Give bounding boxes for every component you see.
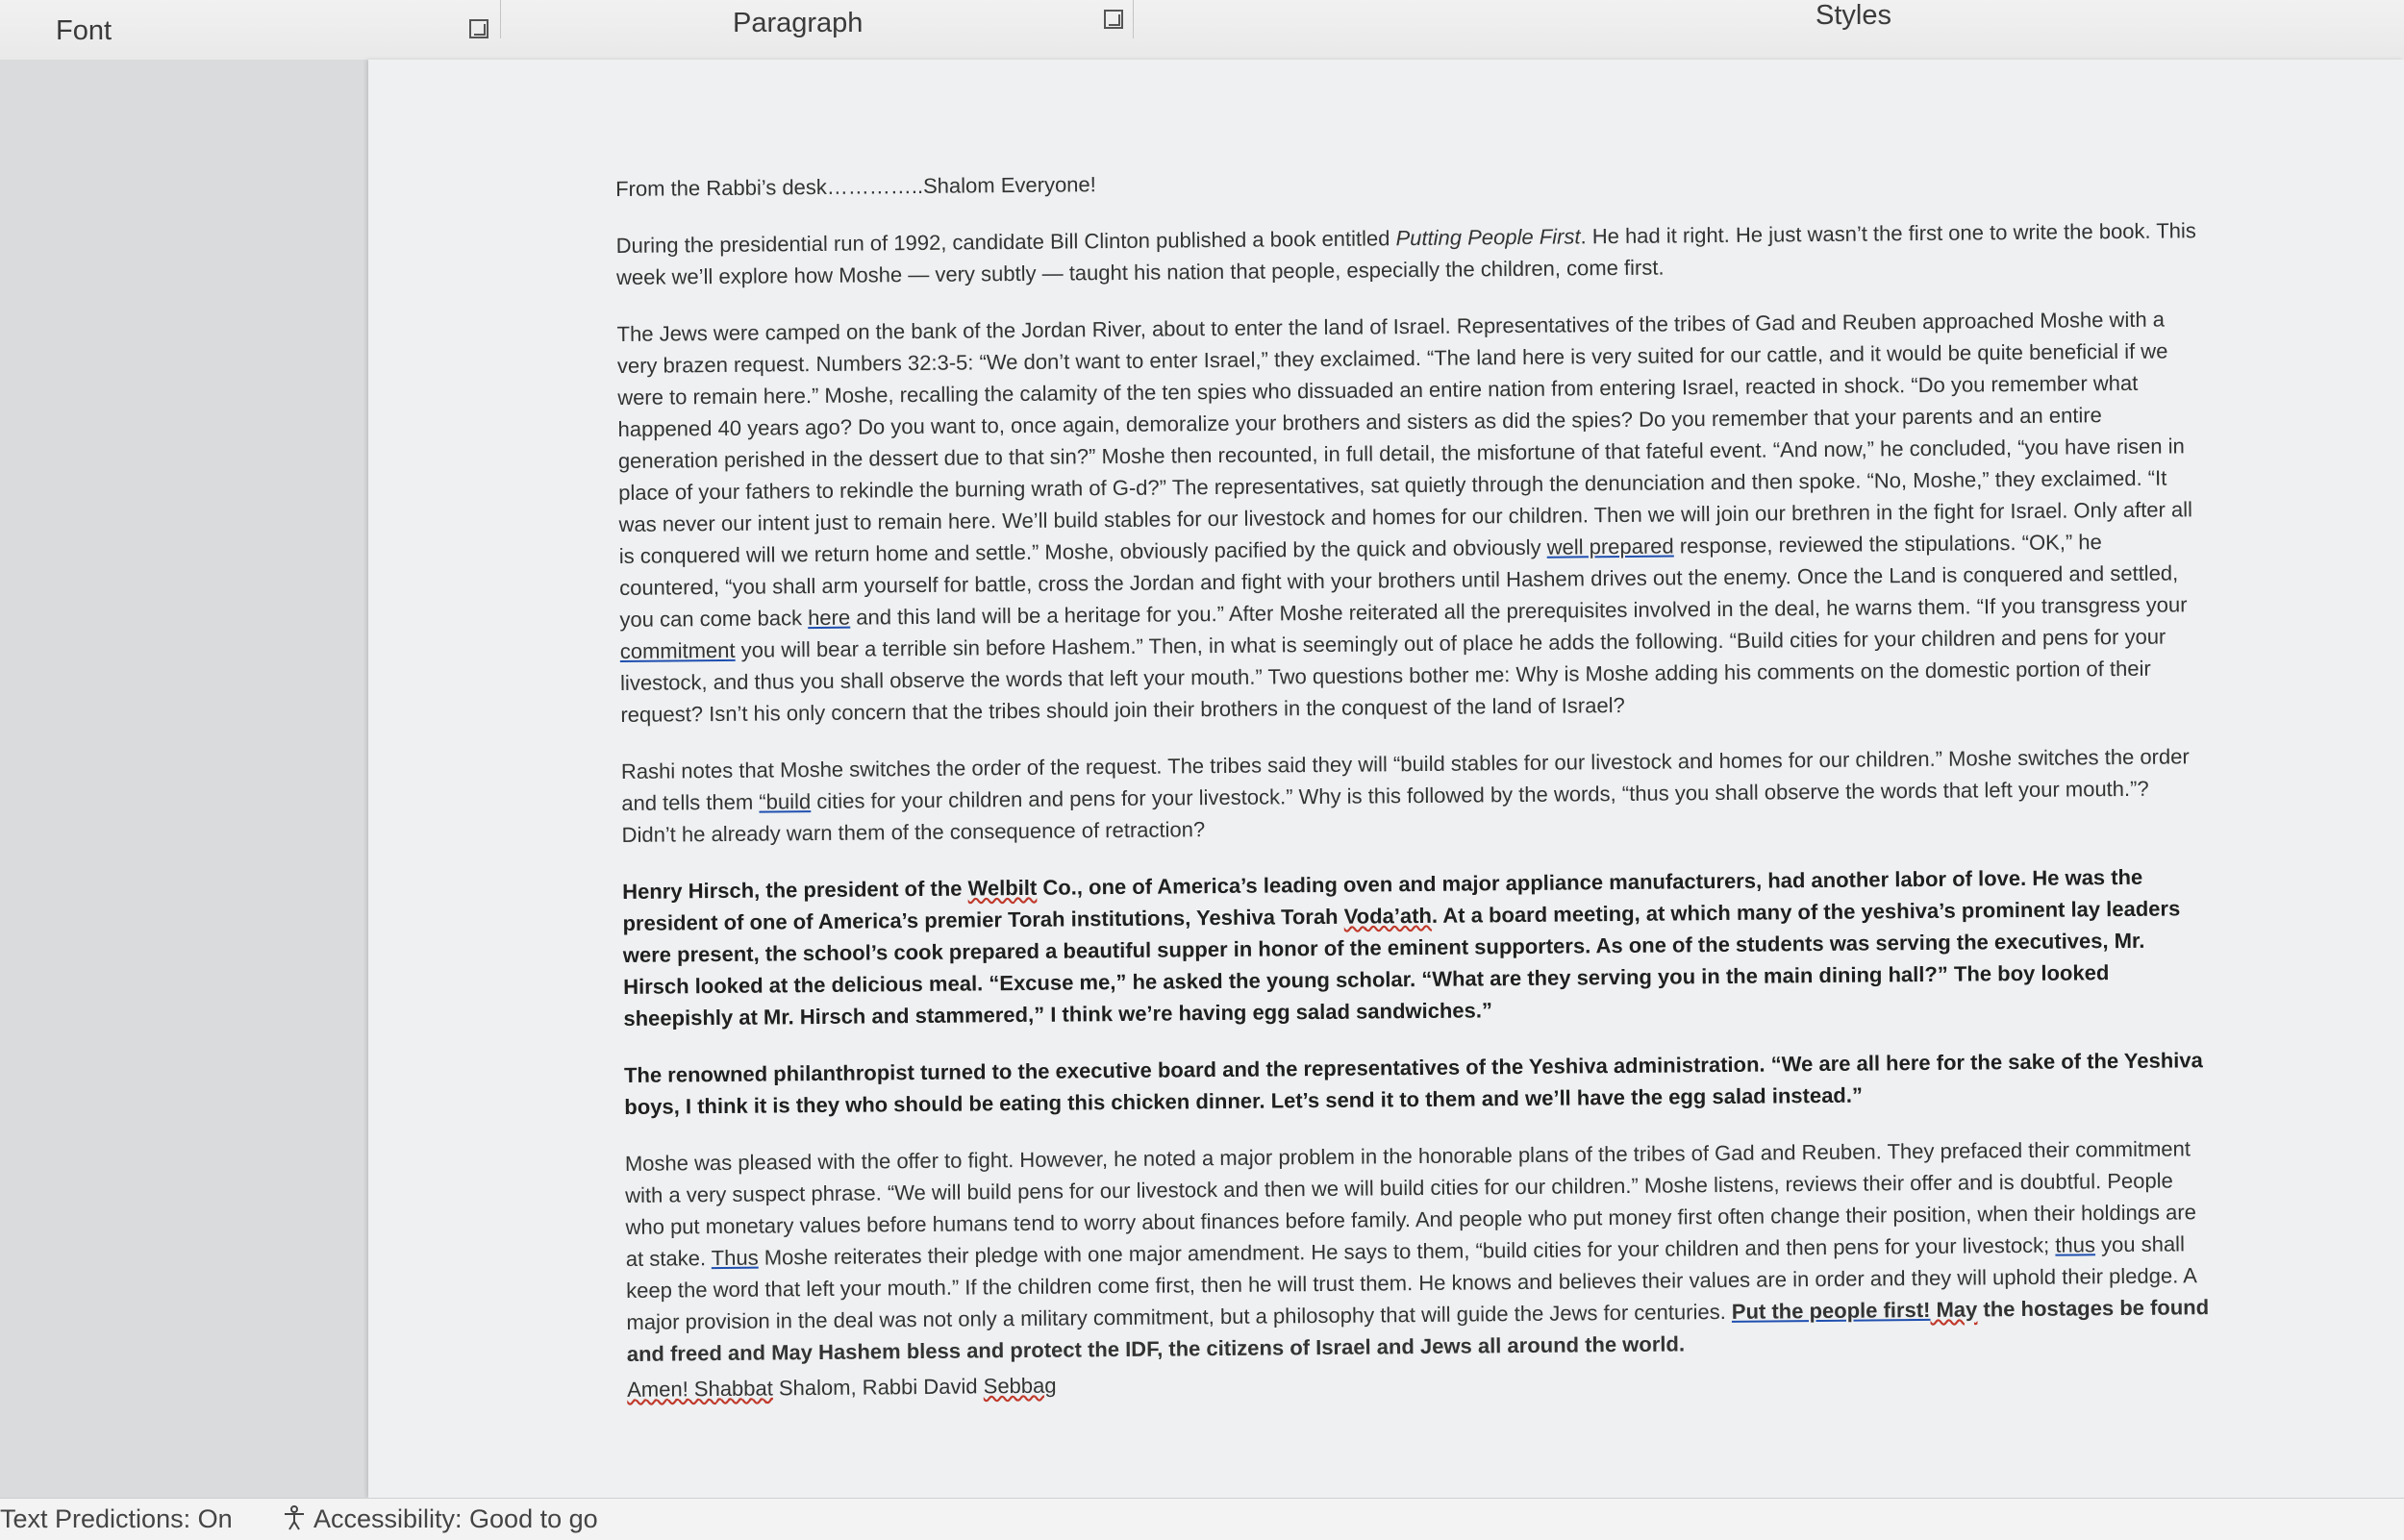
grammar-flag: well prepared: [1546, 534, 1674, 559]
grammar-flag: thus: [2055, 1232, 2096, 1257]
styles-group-label: Styles: [1816, 0, 1891, 31]
paragraph-2: The Jews were camped on the bank of the Jordan River, about to enter the land of Israel. Representatives of the tribes of Gad and Reuben approached Moshe with a very brazen request. Numbers 32:3-5: “We don’t want to enter Israel,” they exclaimed. “The land here is very suited for our cattle, and it would be quite beneficial if we were to remain here.” Moshe, recalling the calamity of the ten spies who dissuaded an entire nation from entering Israel, reacted in shock. “Do you remember what happened 40 years ago? Do you want to, once again, demoralize your brothers and sisters as did the spies? Do you remember that your parents and an entire generation perished in the dessert due to that sin?” Moshe then recounted, in full detail, the misfortune of that fateful event. “And now,” he concluded, “you have risen in place of your fathers to rekindle the burning wrath of G-d?” The representatives, sat quietly through the denunciation and then spoke. “No, Moshe,” they exclaimed. “It was never our intent just to remain here. We’ll build stables for our livestock and homes for our children. Then we will join our brethren in the fight for Israel. Only after all is conquered will we return home and settle.” Moshe, obviously pacified by the quick and obviously well prepared response, reviewed the stipulations. “OK,” he countered, “you shall arm yourself for battle, cross the Jordan and fight with your brothers until Hashem drives out the enemy. Once the Land is conquered and settled, you can come back here and this land will be a heritage for you.” After Moshe reiterated all the prerequisites involved in the deal, he warns them. “If you transgress your commitment you will bear a terrible sin before Hashem.” Then, in what is seemingly out of place he adds the following. “Build cities for your children and pens for your livestock, and thus you shall observe the words that left your mouth.” Two questions bother me: Why is Moshe adding his comments on the domestic portion of their request? Isn’t his only concern that the tribes should join their brothers in the conquest of the land of Israel?: [616, 307, 2193, 727]
paragraph-5: The renowned philanthropist turned to the executive board and the representatives of the Yeshiva administration. “We are all here for the sake of the Yeshiva boys, I think it is they who should be eating this chicken dinner. Let’s send it to them and we’ll have the egg salad instead.”: [623, 1048, 2203, 1119]
grammar-flag: Thus: [711, 1245, 759, 1271]
spelling-flag: Amen! Shabbat: [627, 1376, 773, 1402]
paragraph-3: Rashi notes that Moshe switches the order of the request. The tribes said they will “build stables for our livestock and homes for our children.” Moshe switches the order and tells them “build cities for your children and pens for your livestock.” Why is this followed by the words, “thus you shall observe the words that left your mouth.”? Didn’t he already warn them of the consequence of retraction?: [620, 744, 2190, 847]
text-predictions-status[interactable]: Text Predictions: On: [0, 1504, 233, 1533]
paragraph-6: Moshe was pleased with the offer to fight. However, he noted a major problem in the honorable plans of the tribes of Gad and Reuben. They prefaced their commitment with a very suspect phrase. “We will build pens for our livestock and then we will build cities for our children.” Moshe listens, reviews their offer and is doubtful. People who put monetary values before humans tend to worry about finances before family. And people who put money first often change their position, when their holdings are at stake. Thus Moshe reiterates their pledge with one major amendment. He says to them, “build cities for your children and then pens for your livestock; thus you shall keep the word that left your mouth.” If the children come first, then he will trust them. He knows and believes their values are in order and they will uphold their pledge. A major provision in the deal was not only a military commitment, but a philosophy that will guide the Jews for centuries. Put the people first! May the hostages be found and freed and May Hashem bless and protect the IDF, the citizens of Israel and Jews all around the world.: [624, 1136, 2210, 1366]
spelling-flag: Welbilt: [967, 875, 1038, 901]
ribbon-separator: [500, 0, 501, 38]
font-group-label: Font: [56, 15, 113, 46]
paragraph-1: During the presidential run of 1992, candidate Bill Clinton published a book entitled Putting People First. He had it right. He just wasn’t the first one to write the book. This week we’ll explore how Moshe — very subtly — taught his nation that people, especially the children, come first.: [615, 218, 2196, 289]
paragraph-4: Henry Hirsch, the president of the Welbilt Co., one of America’s leading oven and major appliance manufacturers, had another labor of love. He was the president of one of America’s premier Torah institutions, Yeshiva Torah Voda’ath. At a board meeting, at which many of the yeshiva’s prominent lay leaders were present, the school’s cook prepared a beautiful supper in honor of the eminent supporters. As one of the students was serving the executives, Mr. Hirsch looked at the delicious meal. “Excuse me,” he asked the young scholar. “What are they serving you in the main dining hall?” The boy looked sheepishly at Mr. Hirsch and stammered,” I think we’re having egg salad sandwiches.”: [622, 864, 2181, 1031]
spelling-flag: Voda’ath: [1343, 903, 1433, 929]
grammar-flag: “build: [759, 789, 812, 814]
font-dialog-launcher-icon[interactable]: [469, 19, 488, 38]
book-title: Putting People First: [1395, 224, 1581, 251]
grammar-flag: here: [808, 605, 851, 631]
ribbon-group-labels: [0, 0, 2404, 61]
accessibility-icon: [281, 1504, 308, 1531]
ribbon-separator: [1133, 0, 1134, 38]
spelling-flag: Sebbag: [983, 1373, 1057, 1399]
closing-signature: Amen! Shabbat Shalom, Rabbi David Sebbag: [627, 1373, 1057, 1402]
document-heading: From the Rabbi’s desk…………..Shalom Everyone!: [615, 172, 1096, 201]
accessibility-label: Accessibility: Good to go: [313, 1504, 598, 1533]
paragraph-group-label: Paragraph: [733, 8, 864, 38]
status-bar: [0, 1498, 2404, 1540]
spelling-flag: May: [1930, 1297, 1978, 1322]
left-navigation-pane: [0, 60, 413, 1498]
grammar-flag: Put the people first!: [1731, 1297, 1931, 1324]
grammar-flag: commitment: [619, 637, 736, 663]
paragraph-dialog-launcher-icon[interactable]: [1104, 10, 1123, 29]
document-body[interactable]: [615, 158, 2214, 1430]
accessibility-status[interactable]: [281, 1504, 598, 1534]
